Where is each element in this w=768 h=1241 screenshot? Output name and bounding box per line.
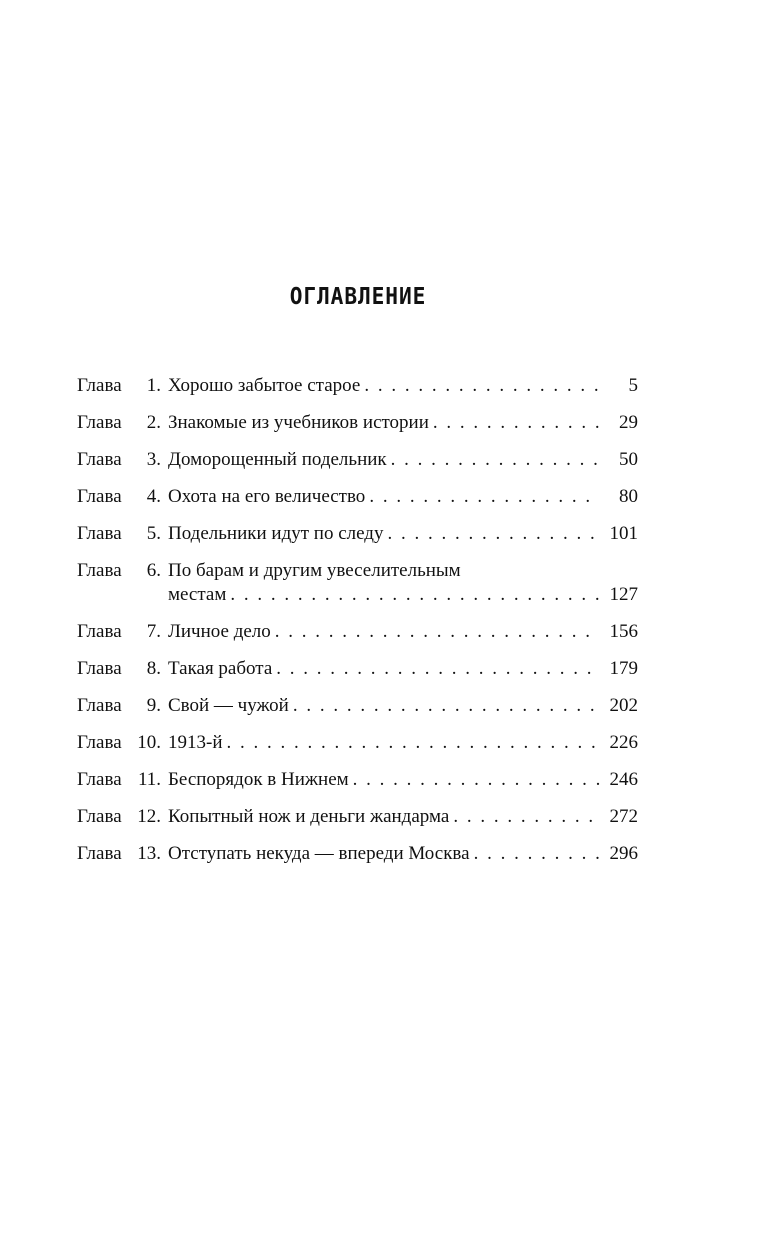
page-number: 29 [619, 412, 638, 433]
chapter-label: Глава [77, 486, 122, 507]
chapter-label: Глава [77, 806, 122, 827]
chapter-number: 3. [146, 449, 161, 470]
chapter-number: 6. [146, 560, 161, 581]
chapter-number: 7. [146, 621, 161, 642]
toc-entry [77, 448, 638, 485]
chapter-label: Глава [77, 658, 122, 679]
chapter-number: 9. [146, 695, 161, 716]
dot-leader [293, 694, 600, 718]
chapter-number: 2. [146, 412, 161, 433]
toc-entry [77, 522, 638, 559]
chapter-label: Глава [77, 843, 122, 864]
chapter-number: 4. [146, 486, 161, 507]
dot-leader [353, 768, 600, 792]
page-number: 246 [609, 769, 638, 790]
chapter-title-line-2: местам [168, 584, 227, 605]
toc-entry [77, 485, 638, 522]
chapter-title: Хорошо забытое старое [168, 375, 361, 396]
page-number: 296 [609, 843, 638, 864]
chapter-label: Глава [77, 769, 122, 790]
chapter-title: Знакомые из учебников истории [168, 412, 429, 433]
page-number: 101 [609, 523, 638, 544]
page-number: 127 [609, 584, 638, 605]
chapter-title: Подельники идут по следу [168, 523, 384, 544]
chapter-label: Глава [77, 449, 122, 470]
dot-leader [276, 657, 600, 681]
chapter-title: Охота на его величество [168, 486, 366, 507]
toc-entry [77, 768, 638, 805]
page-number: 80 [619, 486, 638, 507]
toc-entry [77, 620, 638, 657]
chapter-title: 1913-й [168, 732, 223, 753]
page-number: 272 [609, 806, 638, 827]
page-number: 156 [609, 621, 638, 642]
chapter-label: Глава [77, 732, 122, 753]
chapter-label: Глава [77, 523, 122, 544]
chapter-title: Копытный нож и деньги жандарма [168, 806, 450, 827]
toc-entry [77, 694, 638, 731]
dot-leader [474, 842, 600, 866]
toc-entry [77, 842, 638, 879]
toc-list [77, 374, 638, 879]
chapter-title: Беспорядок в Нижнем [168, 769, 349, 790]
dot-leader [387, 522, 600, 546]
chapter-number: 5. [146, 523, 161, 544]
chapter-number: 10. [137, 732, 161, 753]
toc-entry [77, 805, 638, 842]
page-number: 5 [628, 375, 638, 396]
chapter-number: 1. [146, 375, 161, 396]
chapter-number: 12. [137, 806, 161, 827]
page-number: 226 [609, 732, 638, 753]
page-number: 50 [619, 449, 638, 470]
chapter-label: Глава [77, 560, 122, 581]
dot-leader [364, 374, 600, 398]
dot-leader [369, 485, 600, 509]
dot-leader [275, 620, 600, 644]
chapter-title: Такая работа [168, 658, 273, 679]
dot-leader [433, 411, 600, 435]
chapter-title: Свой — чужой [168, 695, 289, 716]
chapter-label: Глава [77, 621, 122, 642]
chapter-number: 8. [146, 658, 161, 679]
chapter-title: Отступать некуда — впереди Москва [168, 843, 470, 864]
chapter-label: Глава [77, 412, 122, 433]
toc-entry [77, 731, 638, 768]
toc-entry [77, 411, 638, 448]
chapter-title: Личное дело [168, 621, 271, 642]
chapter-label: Глава [77, 695, 122, 716]
chapter-title: Доморощенный подельник [168, 449, 387, 470]
toc-entry [77, 559, 638, 620]
chapter-number: 11. [137, 769, 161, 790]
chapter-label: Глава [77, 375, 122, 396]
dot-leader [391, 448, 600, 472]
chapter-title-line-1: По барам и другим увеселительным [168, 560, 461, 581]
dot-leader [453, 805, 600, 829]
page-number: 179 [609, 658, 638, 679]
toc-entry [77, 374, 638, 411]
toc-entry [77, 657, 638, 694]
dot-leader [230, 583, 600, 607]
dot-leader [227, 731, 601, 755]
page-number: 202 [609, 695, 638, 716]
chapter-number: 13. [137, 843, 161, 864]
toc-heading: ОГЛАВЛЕНИЕ [289, 284, 427, 310]
